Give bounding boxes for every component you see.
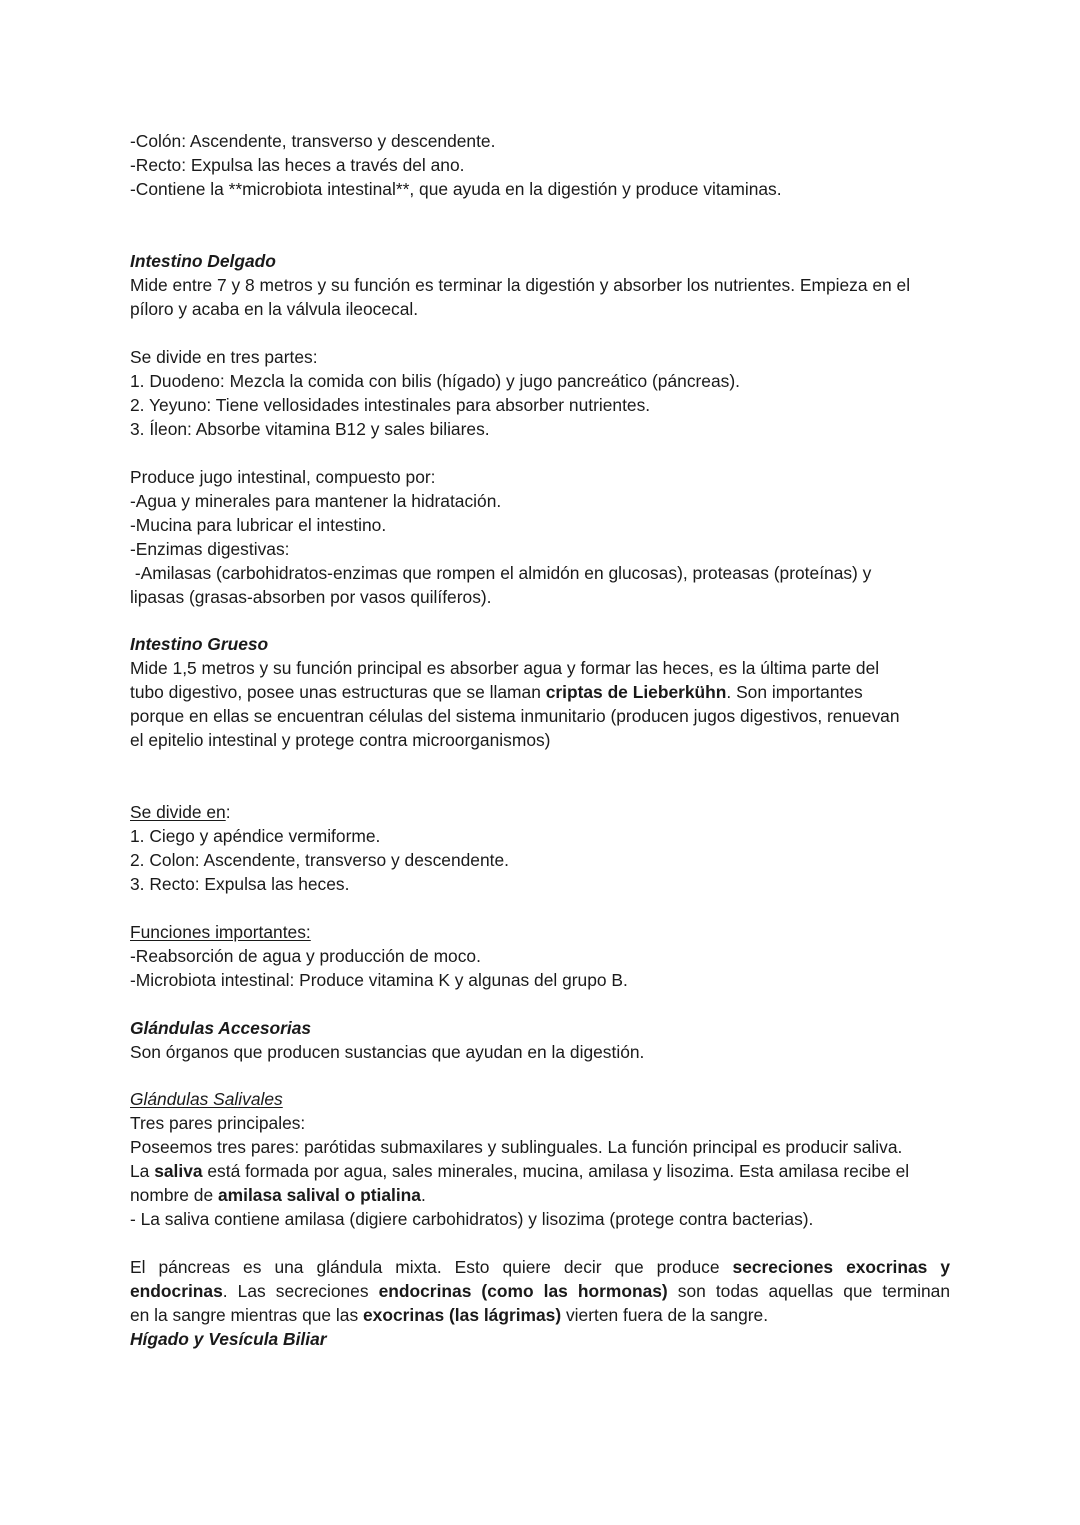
functions-title: Funciones importantes: bbox=[130, 922, 311, 942]
section-heading-intestino-delgado: Intestino Delgado bbox=[130, 251, 276, 271]
paragraph-line bbox=[130, 1303, 950, 1327]
list-item: 1. Duodeno: Mezcla la comida con bilis (hígado) y jugo pancreático (páncreas). bbox=[130, 371, 740, 391]
list-item: 2. Colon: Ascendente, transverso y descendente. bbox=[130, 850, 509, 870]
text-run: . bbox=[420, 1185, 426, 1205]
list-item: -Colón: Ascendente, transverso y descendente. bbox=[130, 131, 496, 151]
paragraph-line bbox=[130, 1279, 950, 1303]
text-run: en la sangre mientras que las bbox=[130, 1305, 363, 1325]
list-item: 1. Ciego y apéndice vermiforme. bbox=[130, 826, 381, 846]
text-run: : bbox=[225, 802, 231, 822]
paragraph-line: Poseemos tres pares: parótidas submaxilares y sublinguales. La función principal es producir saliva. bbox=[130, 1137, 903, 1157]
paragraph-line: píloro y acaba en la válvula ileocecal. bbox=[130, 299, 419, 319]
bold-term: exocrinas (las lágrimas) bbox=[362, 1305, 562, 1325]
juice-title: Produce jugo intestinal, compuesto por: bbox=[130, 467, 436, 487]
text-run: está formada por agua, sales minerales, mucina, amilasa y lisozima. Esta amilasa recibe el bbox=[202, 1161, 910, 1181]
list-item: -Enzimas digestivas: bbox=[130, 539, 290, 559]
bold-term: criptas de Lieberkühn bbox=[545, 682, 727, 702]
paragraph-line bbox=[130, 1183, 950, 1207]
list-item: 2. Yeyuno: Tiene vellosidades intestinales para absorber nutrientes. bbox=[130, 395, 651, 415]
section-heading-glandulas-accesorias: Glándulas Accesorias bbox=[130, 1018, 312, 1038]
paragraph-line bbox=[130, 1255, 950, 1279]
paragraph-line bbox=[130, 1159, 950, 1183]
list-item: -Microbiota intestinal: Produce vitamina K y algunas del grupo B. bbox=[130, 970, 628, 990]
divide-title bbox=[130, 800, 950, 824]
text-run: son todas aquellas que terminan bbox=[667, 1281, 950, 1301]
paragraph-line: Mide 1,5 metros y su función principal es absorber agua y formar las heces, es la última parte del bbox=[130, 658, 880, 678]
parts-title: Se divide en tres partes: bbox=[130, 347, 318, 367]
bold-term: secreciones exocrinas y bbox=[732, 1257, 950, 1277]
list-item: 3. Íleon: Absorbe vitamina B12 y sales biliares. bbox=[130, 419, 490, 439]
underlined-text: Se divide en bbox=[130, 802, 226, 822]
subsection-heading-glandulas-salivales: Glándulas Salivales bbox=[130, 1089, 283, 1109]
text-run: nombre de bbox=[130, 1185, 218, 1205]
bold-term: saliva bbox=[154, 1161, 203, 1181]
paragraph-line: el epitelio intestinal y protege contra microorganismos) bbox=[130, 730, 551, 750]
list-item: -Reabsorción de agua y producción de moco. bbox=[130, 946, 481, 966]
section-heading-higado: Hígado y Vesícula Biliar bbox=[130, 1329, 327, 1349]
list-item: lipasas (grasas-absorben por vasos quilíferos). bbox=[130, 587, 492, 607]
text-run: tubo digestivo, posee unas estructuras que se llaman bbox=[130, 682, 546, 702]
list-item: 3. Recto: Expulsa las heces. bbox=[130, 874, 350, 894]
text-run: . Las secreciones bbox=[222, 1281, 379, 1301]
text-run: vierten fuera de la sangre. bbox=[561, 1305, 769, 1325]
paragraph-line: Tres pares principales: bbox=[130, 1113, 306, 1133]
paragraph-line: Mide entre 7 y 8 metros y su función es terminar la digestión y absorber los nutrientes. Empieza en el bbox=[130, 275, 911, 295]
bold-term: amilasa salival o ptialina bbox=[217, 1185, 421, 1205]
text-run: La bbox=[130, 1161, 155, 1181]
list-item: -Agua y minerales para mantener la hidratación. bbox=[130, 491, 502, 511]
paragraph-line: - La saliva contiene amilasa (digiere carbohidratos) y lisozima (protege contra bacterias). bbox=[130, 1209, 814, 1229]
list-item: -Contiene la **microbiota intestinal**, que ayuda en la digestión y produce vitaminas. bbox=[130, 179, 782, 199]
list-item: -Recto: Expulsa las heces a través del ano. bbox=[130, 155, 465, 175]
section-heading-intestino-grueso: Intestino Grueso bbox=[130, 634, 269, 654]
text-run: El páncreas es una glándula mixta. Esto quiere decir que produce bbox=[130, 1257, 733, 1277]
list-item: -Mucina para lubricar el intestino. bbox=[130, 515, 387, 535]
bold-term: endocrinas bbox=[130, 1281, 223, 1301]
text-run: . Son importantes bbox=[726, 682, 863, 702]
list-item: -Amilasas (carbohidratos-enzimas que rompen el almidón en glucosas), proteasas (proteínas) y bbox=[130, 563, 872, 583]
bold-term: endocrinas (como las hormonas) bbox=[378, 1281, 668, 1301]
paragraph-line bbox=[130, 680, 950, 704]
paragraph-line: Son órganos que producen sustancias que ayudan en la digestión. bbox=[130, 1042, 645, 1062]
paragraph-line: porque en ellas se encuentran células del sistema inmunitario (producen jugos digestivos, renuevan bbox=[130, 706, 900, 726]
